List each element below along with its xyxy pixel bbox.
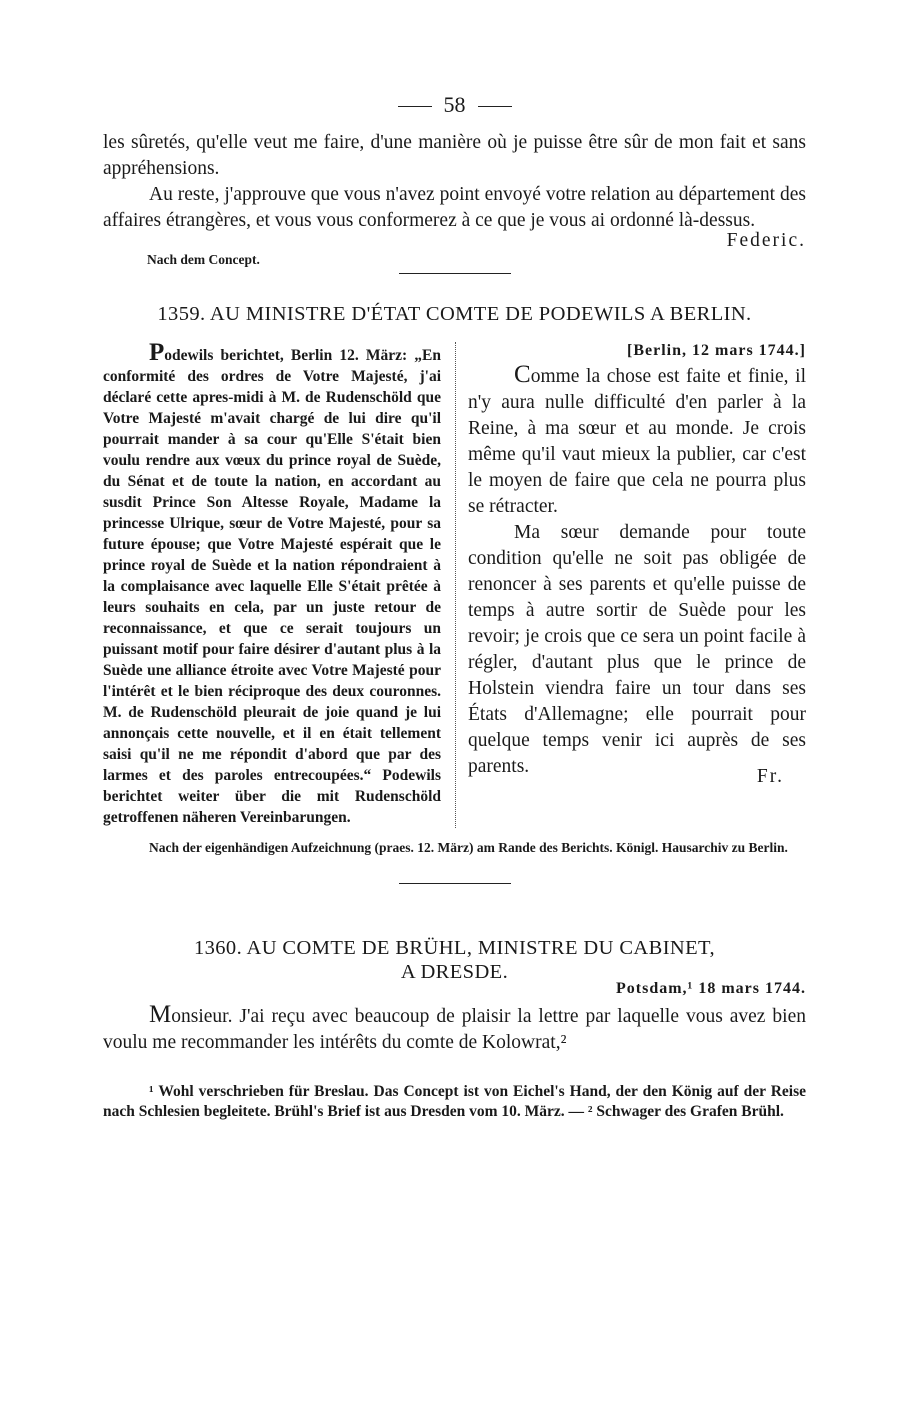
document-page	[103, 92, 806, 1122]
reply-paragraph-2: Ma sœur demande pour toute condition qu'elle ne soit pas obligée de renoncer à ses parents et qu'elle puisse de temps à autre sortir de Suède pour les revoir; je crois que ce sera un point facile à régler, d'autant plus que le prince de Holstein viendra faire un tour dans ses États d'Allemagne; elle pourrait pour quelque temps venir ici auprès de ses parents.	[468, 522, 806, 777]
section-divider	[399, 273, 511, 274]
two-column-block	[103, 339, 806, 828]
continuation-paragraph-2: Au reste, j'approuve que vous n'avez point envoyé votre relation au département des affaires étrangères, et vous vous conformerez à ce que je vous ai ordonné là-dessus.	[103, 184, 806, 231]
footnotes: ¹ Wohl verschrieben für Breslau. Das Concept ist von Eichel's Hand, der den König auf der Reise nach Schlesien begleitete. Brühl's Brief ist aus Dresden vom 10. März. — ² Schwager des Grafen Brühl.	[103, 1083, 806, 1120]
king-reply-column	[456, 342, 806, 828]
page-number	[103, 92, 806, 118]
reply-text-1: omme la chose est faite et finie, il n'y aura nulle difficulté d'en parler à la Reine, à ma sœur et au monde. Je crois même qu'il vaut mieux la publier, car c'est le moyen de faire que cela ne pourra plus se rétracter.	[468, 366, 806, 517]
body-text: onsieur. J'ai reçu avec beaucoup de plaisir la lettre par laquelle vous avez bien voulu me recommander les intérêts du comte de Kolowrat,²	[103, 1006, 806, 1053]
signature-federic: Federic.	[726, 230, 806, 251]
dash-right	[478, 106, 512, 107]
source-note: Nach dem Concept.	[147, 252, 260, 267]
dash-left	[398, 106, 432, 107]
page-number-text: 58	[443, 92, 466, 117]
section-divider-2	[399, 883, 511, 884]
report-summary-column	[103, 339, 456, 828]
letter-1360-heading-line-1: 1360. AU COMTE DE BRÜHL, MINISTRE DU CABINET,	[193, 937, 715, 959]
letter-1359-heading: 1359. AU MINISTRE D'ÉTAT COMTE DE PODEWILS A BERLIN.	[157, 303, 752, 325]
letter-1360-body	[103, 1002, 806, 1056]
letter-1360-heading-line-2: A DRESDE.	[400, 961, 509, 983]
signature-fr: Fr.	[756, 766, 784, 787]
continuation-paragraph-1: les sûretés, qu'elle veut me faire, d'une manière où je puisse être sûr de mon fait et sans appréhensions.	[103, 132, 806, 179]
letter-1359-dateline: [Berlin, 12 mars 1744.]	[627, 342, 806, 359]
letter-1360-dateline: Potsdam,¹ 18 mars 1744.	[615, 980, 806, 997]
reply-paragraph-1	[468, 362, 806, 520]
reply-initial: C	[514, 361, 531, 388]
summary-text: odewils berichtet, Berlin 12. März: „En conformité des ordres de Votre Majesté, j'ai déclaré cette apres-midi à M. de Rudenschöld que Votre Majesté m'avait chargé de lui dire qu'il pourrait mander à sa cour qu'Elle S'était bien voulu rendre aux vœux du prince royal de Suède, du Sénat et de toute la nation, en accordant au susdit Prince Son Altesse Royale, Madame la princesse Ulrique, sœur de Votre Majesté, pour sa future épouse; que Votre Majesté espérait que le prince royal de Suède et la nation répondraient à la complaisance avec laquelle Elle S'était prêtée à leurs souhaits en cela, par un juste retour de reconnaissance, et que ce serait toujours un puissant motif pour faire désirer d'autant plus à la Suède une alliance étroite avec Votre Majesté pour l'intérêt et le bien réciproque des deux couronnes. M. de Rudenschöld pleurait de joie quand je lui annonçais cette nouvelle, et il en était tellement saisi qu'il ne me répondit d'abord que par des larmes et des paroles entrecoupées.“ Podewils berichtet weiter über die mit Rudenschöld getroffenen näheren Vereinbarungen.	[103, 347, 441, 826]
report-summary	[103, 339, 441, 828]
letter-1359-source: Nach der eigenhändigen Aufzeichnung (praes. 12. März) am Rande des Berichts. Königl. Hausarchiv zu Berlin.	[149, 840, 788, 855]
body-initial: M	[149, 1001, 172, 1028]
summary-initial: P	[149, 339, 165, 366]
